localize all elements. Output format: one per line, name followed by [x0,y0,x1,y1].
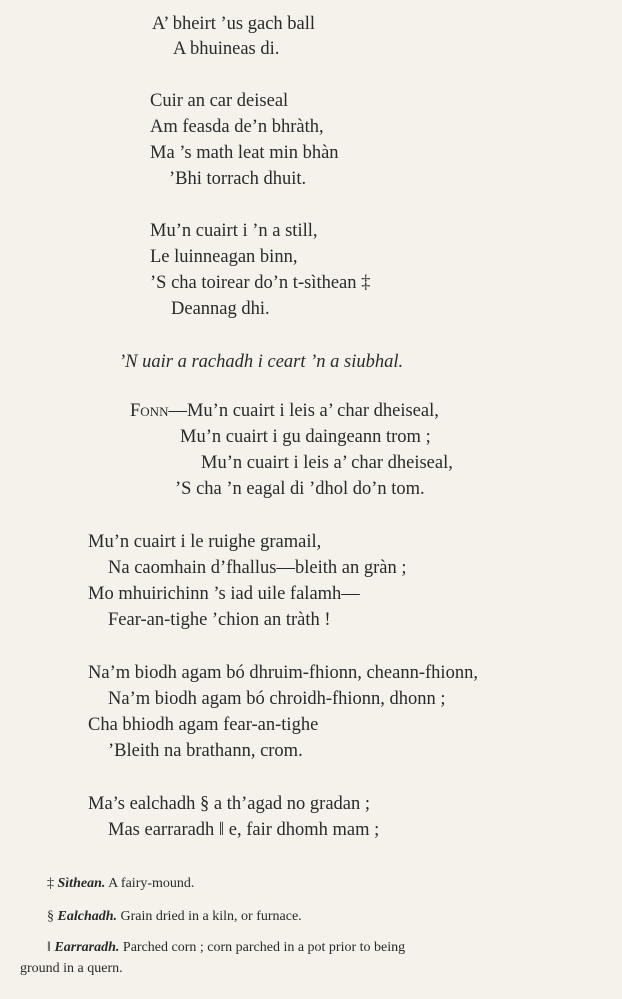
verse-line: ’Bleith na brathann, crom. [108,741,303,761]
footnote-mark: § [47,909,54,924]
verse-line: Na’m biodh agam bó chroidh-fhionn, dhonn ; [108,689,446,709]
footnote-term: Sìthean. [57,876,106,891]
verse-line: Mu’n cuairt i le ruighe gramail, [88,532,322,552]
verse-line: ’Bhi torrach dhuit. [169,169,307,189]
verse-line: Mo mhuirichinn ’s iad uile falamh— [88,584,360,604]
footnote-mark: ‖ [47,940,51,955]
footnote-continuation: ground in a quern. [20,961,123,976]
verse-line: Fear-an-tighe ’chion an tràth ! [108,610,331,630]
verse-line: Na’m biodh agam bó dhruim-fhionn, cheann-fhionn, [88,663,478,683]
footnote-ealchadh [47,910,302,924]
footnote-mark: ‡ [47,876,54,891]
footnote-term: Earraradh. [54,940,120,955]
verse-line: A’ bheirt ’us gach ball [152,14,316,34]
verse-line: Mas earraradh ‖ e, fair dhomh mam ; [108,820,380,840]
verse-line: Cha bhiodh agam fear-an-tighe [88,715,319,735]
chorus-line: Mu’n cuairt i leis a’ char dheiseal, [201,453,453,473]
verse-line: ’S cha toirear do’n t-sìthean ‡ [150,273,371,293]
verse-line: Na caomhain d’fhallus—bleith an gràn ; [108,558,407,578]
footnote-sithean [47,877,194,891]
section-heading: ’N uair a rachadh i ceart ’n a siubhal. [119,352,404,372]
verse-line: Mu’n cuairt i ’n a still, [150,221,318,241]
footnote-term: Ealchadh. [57,909,118,924]
verse-line: Le luinneagan binn, [150,247,298,267]
footnote-text: Parched corn ; corn parched in a pot prior to being [122,940,406,955]
verse-line: Cuir an car deiseal [150,91,289,111]
footnote-text: A fairy-mound. [108,876,195,891]
verse-line: Am feasda de’n bhràth, [150,117,324,137]
verse-line: Ma’s ealchadh § a th’agad no gradan ; [88,794,371,814]
verse-line: Ma ’s math leat min bhàn [150,143,339,163]
footnote-text: Grain dried in a kiln, or furnace. [120,909,302,924]
verse-line: A bhuineas di. [173,39,280,59]
chorus-line: ’S cha ’n eagal di ’dhol do’n tom. [175,479,425,499]
verse-line: Deannag dhi. [171,299,270,319]
chorus-text: —Mu’n cuairt i leis a’ char dheiseal, [168,401,439,421]
chorus-line: Mu’n cuairt i gu daingeann trom ; [180,427,431,447]
chorus-line [130,402,439,421]
footnote-earraradh [47,941,405,955]
fonn-label: Fonn [130,401,169,421]
